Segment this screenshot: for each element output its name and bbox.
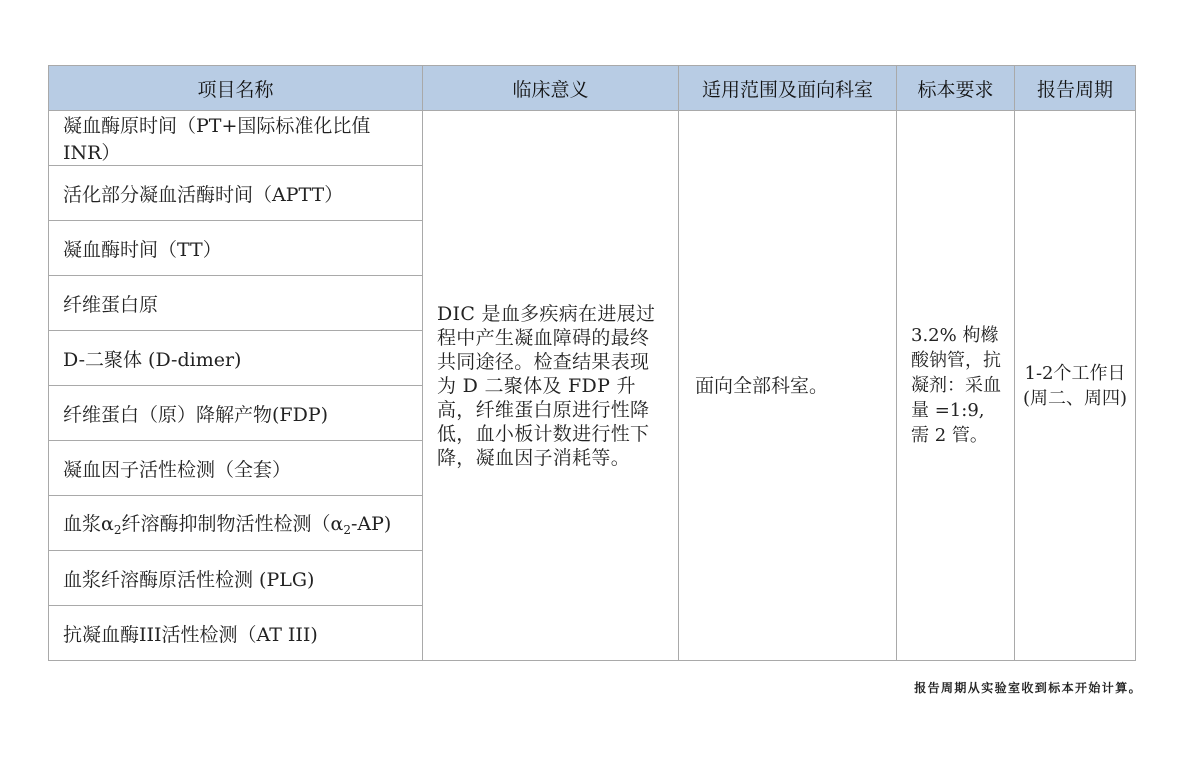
item-name: 抗凝血酶III活性检测（AT III) — [49, 606, 423, 661]
header-item-name: 项目名称 — [49, 66, 423, 111]
header-report-period: 报告周期 — [1015, 66, 1136, 111]
table-header-row — [49, 66, 1136, 111]
item-name: 活化部分凝血活酶时间（APTT） — [49, 166, 423, 221]
item-name: 凝血因子活性检测（全套） — [49, 441, 423, 496]
subscript: 2 — [113, 523, 122, 537]
item-name: D-二聚体 (D-dimer) — [49, 331, 423, 386]
report-period-cell: 1-2个工作日(周二、周四) — [1015, 111, 1136, 661]
clinical-significance-cell: DIC 是血多疾病在进展过程中产生凝血障碍的最终共同途径。检查结果表现为 D 二聚体及 FDP 升高，纤维蛋白原进行性降低，血小板计数进行性下降，凝血因子消耗等。 — [423, 111, 679, 661]
specimen-cell: 3.2% 枸橼酸钠管，抗凝剂：采血量 =1:9, 需 2 管。 — [897, 111, 1015, 661]
item-name: 纤维蛋白原 — [49, 276, 423, 331]
item-text-part: 血浆α — [63, 513, 114, 535]
item-text-part: -AP) — [350, 513, 392, 535]
item-name: 血浆纤溶酶原活性检测 (PLG) — [49, 551, 423, 606]
table-row — [49, 111, 1136, 166]
header-clinical-significance: 临床意义 — [423, 66, 679, 111]
scope-cell: 面向全部科室。 — [679, 111, 897, 661]
test-items-table — [48, 65, 1136, 661]
item-name: 凝血酶原时间（PT+国际标准化比值 INR） — [49, 111, 423, 166]
item-text-part: 纤溶酶抑制物活性检测（α — [121, 513, 344, 535]
subscript: 2 — [343, 523, 351, 537]
item-name-alpha2-ap — [49, 496, 423, 551]
footnote: 报告周期从实验室收到标本开始计算。 — [914, 681, 1142, 695]
header-specimen: 标本要求 — [897, 66, 1015, 111]
header-scope: 适用范围及面向科室 — [679, 66, 897, 111]
item-name: 凝血酶时间（TT） — [49, 221, 423, 276]
item-name: 纤维蛋白（原）降解产物(FDP) — [49, 386, 423, 441]
